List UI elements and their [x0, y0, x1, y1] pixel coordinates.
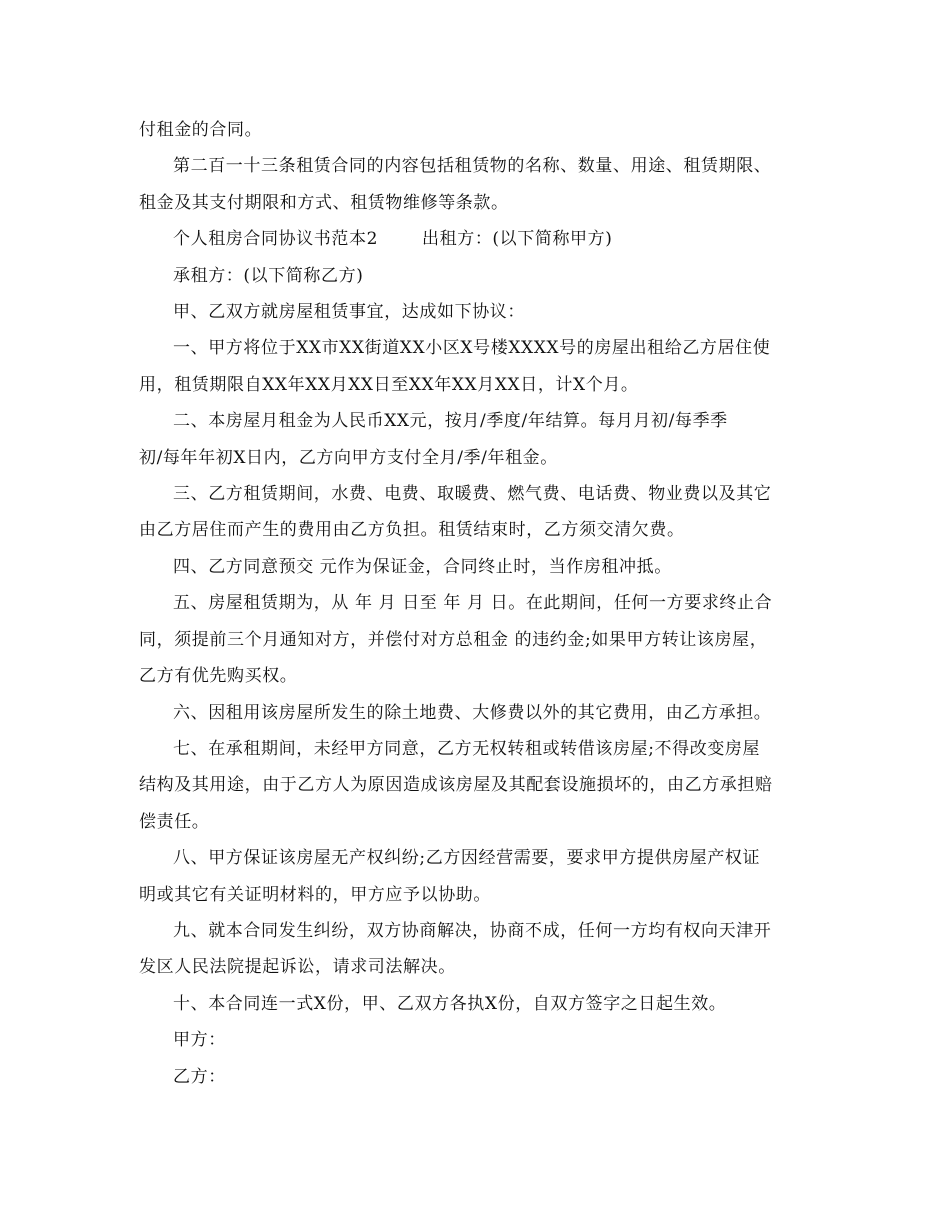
text-line: 第二百一十三条租赁合同的内容包括租赁物的名称、数量、用途、租赁期限、 — [173, 156, 772, 177]
clause-4 — [139, 549, 811, 585]
text-line: 同，须提前三个月通知对方，并偿付对方总租金 的违约金;如果甲方转让该房屋， — [139, 629, 768, 650]
text-line: 用，租赁期限自XX年XX月XX日至XX年XX月XX日，计X个月。 — [139, 374, 639, 395]
text-line: 乙方： — [173, 1066, 226, 1087]
text-line: 八、甲方保证该房屋无产权纠纷;乙方因经营需要，要求甲方提供房屋产权证 — [173, 848, 761, 869]
text-line: 五、房屋租赁期为，从 年 月 日至 年 月 日。在此期间，任何一方要求终止合 — [173, 593, 773, 614]
text-line: 偿责任。 — [139, 811, 210, 832]
clause-10 — [139, 986, 811, 1022]
clause-6 — [139, 695, 811, 731]
text-line: 甲方： — [173, 1030, 226, 1051]
clause-8 — [139, 840, 811, 913]
text-line: 四、乙方同意预交 元作为保证金，合同终止时，当作房租冲抵。 — [173, 556, 672, 577]
text-line: 二、本房屋月租金为人民币XX元，按月/季度/年结算。每月月初/每季季 — [173, 411, 728, 432]
text-line — [139, 221, 811, 257]
clause-9 — [139, 913, 811, 986]
clause-2 — [139, 403, 811, 476]
text-line: 甲、乙双方就房屋租赁事宜，达成如下协议： — [173, 302, 525, 323]
clause-7 — [139, 731, 811, 840]
text-line: 租金及其支付期限和方式、租赁物维修等条款。 — [139, 192, 509, 213]
text-line: 十、本合同连一式X份，甲、乙双方各执X份，自双方签字之日起生效。 — [173, 993, 727, 1014]
clause-5 — [139, 585, 811, 694]
paragraph-1 — [139, 112, 811, 148]
paragraph-article-213 — [139, 148, 811, 221]
text-line: 结构及其用途，由于乙方人为原因造成该房屋及其配套设施损坏的，由乙方承担赔 — [139, 775, 773, 796]
text-line: 三、乙方租赁期间，水费、电费、取暖费、燃气费、电话费、物业费以及其它 — [173, 484, 772, 505]
text-line: 付租金的合同。 — [139, 120, 263, 140]
text-line: 承租方：(以下简称乙方) — [173, 265, 364, 286]
signature-party-b — [139, 1059, 811, 1095]
paragraph-template-title — [139, 221, 811, 257]
signature-party-a — [139, 1022, 811, 1058]
text-line: 发区人民法院提起诉讼，请求司法解决。 — [139, 957, 456, 978]
text-line: 六、因租用该房屋所发生的除土地费、大修费以外的其它费用，由乙方承担。 — [173, 702, 772, 723]
clause-1 — [139, 330, 811, 403]
text-line: 乙方有优先购买权。 — [139, 666, 298, 687]
clause-3 — [139, 476, 811, 549]
paragraph-lessee — [139, 258, 811, 294]
text-line: 由乙方居住而产生的费用由乙方负担。租赁结束时，乙方须交清欠费。 — [139, 520, 685, 541]
text-line: 九、就本合同发生纠纷，双方协商解决，协商不成，任何一方均有权向天津开 — [173, 920, 772, 941]
text-line: 一、甲方将位于XX市XX街道XX小区X号楼XXXX号的房屋出租给乙方居住使 — [173, 338, 771, 359]
text-line: 初/每年年初X日内，乙方向甲方支付全月/季/年租金。 — [139, 447, 558, 468]
document-body — [139, 112, 811, 1095]
paragraph-agreement-intro — [139, 294, 811, 330]
template-title: 个人租房合同协议书范本2 — [173, 229, 379, 250]
text-line: 七、在承租期间，未经甲方同意，乙方无权转租或转借该房屋;不得改变房屋 — [173, 738, 761, 759]
text-line: 明或其它有关证明材料的，甲方应予以协助。 — [139, 884, 491, 905]
lessor-label: 出租方：(以下简称甲方) — [422, 229, 613, 250]
